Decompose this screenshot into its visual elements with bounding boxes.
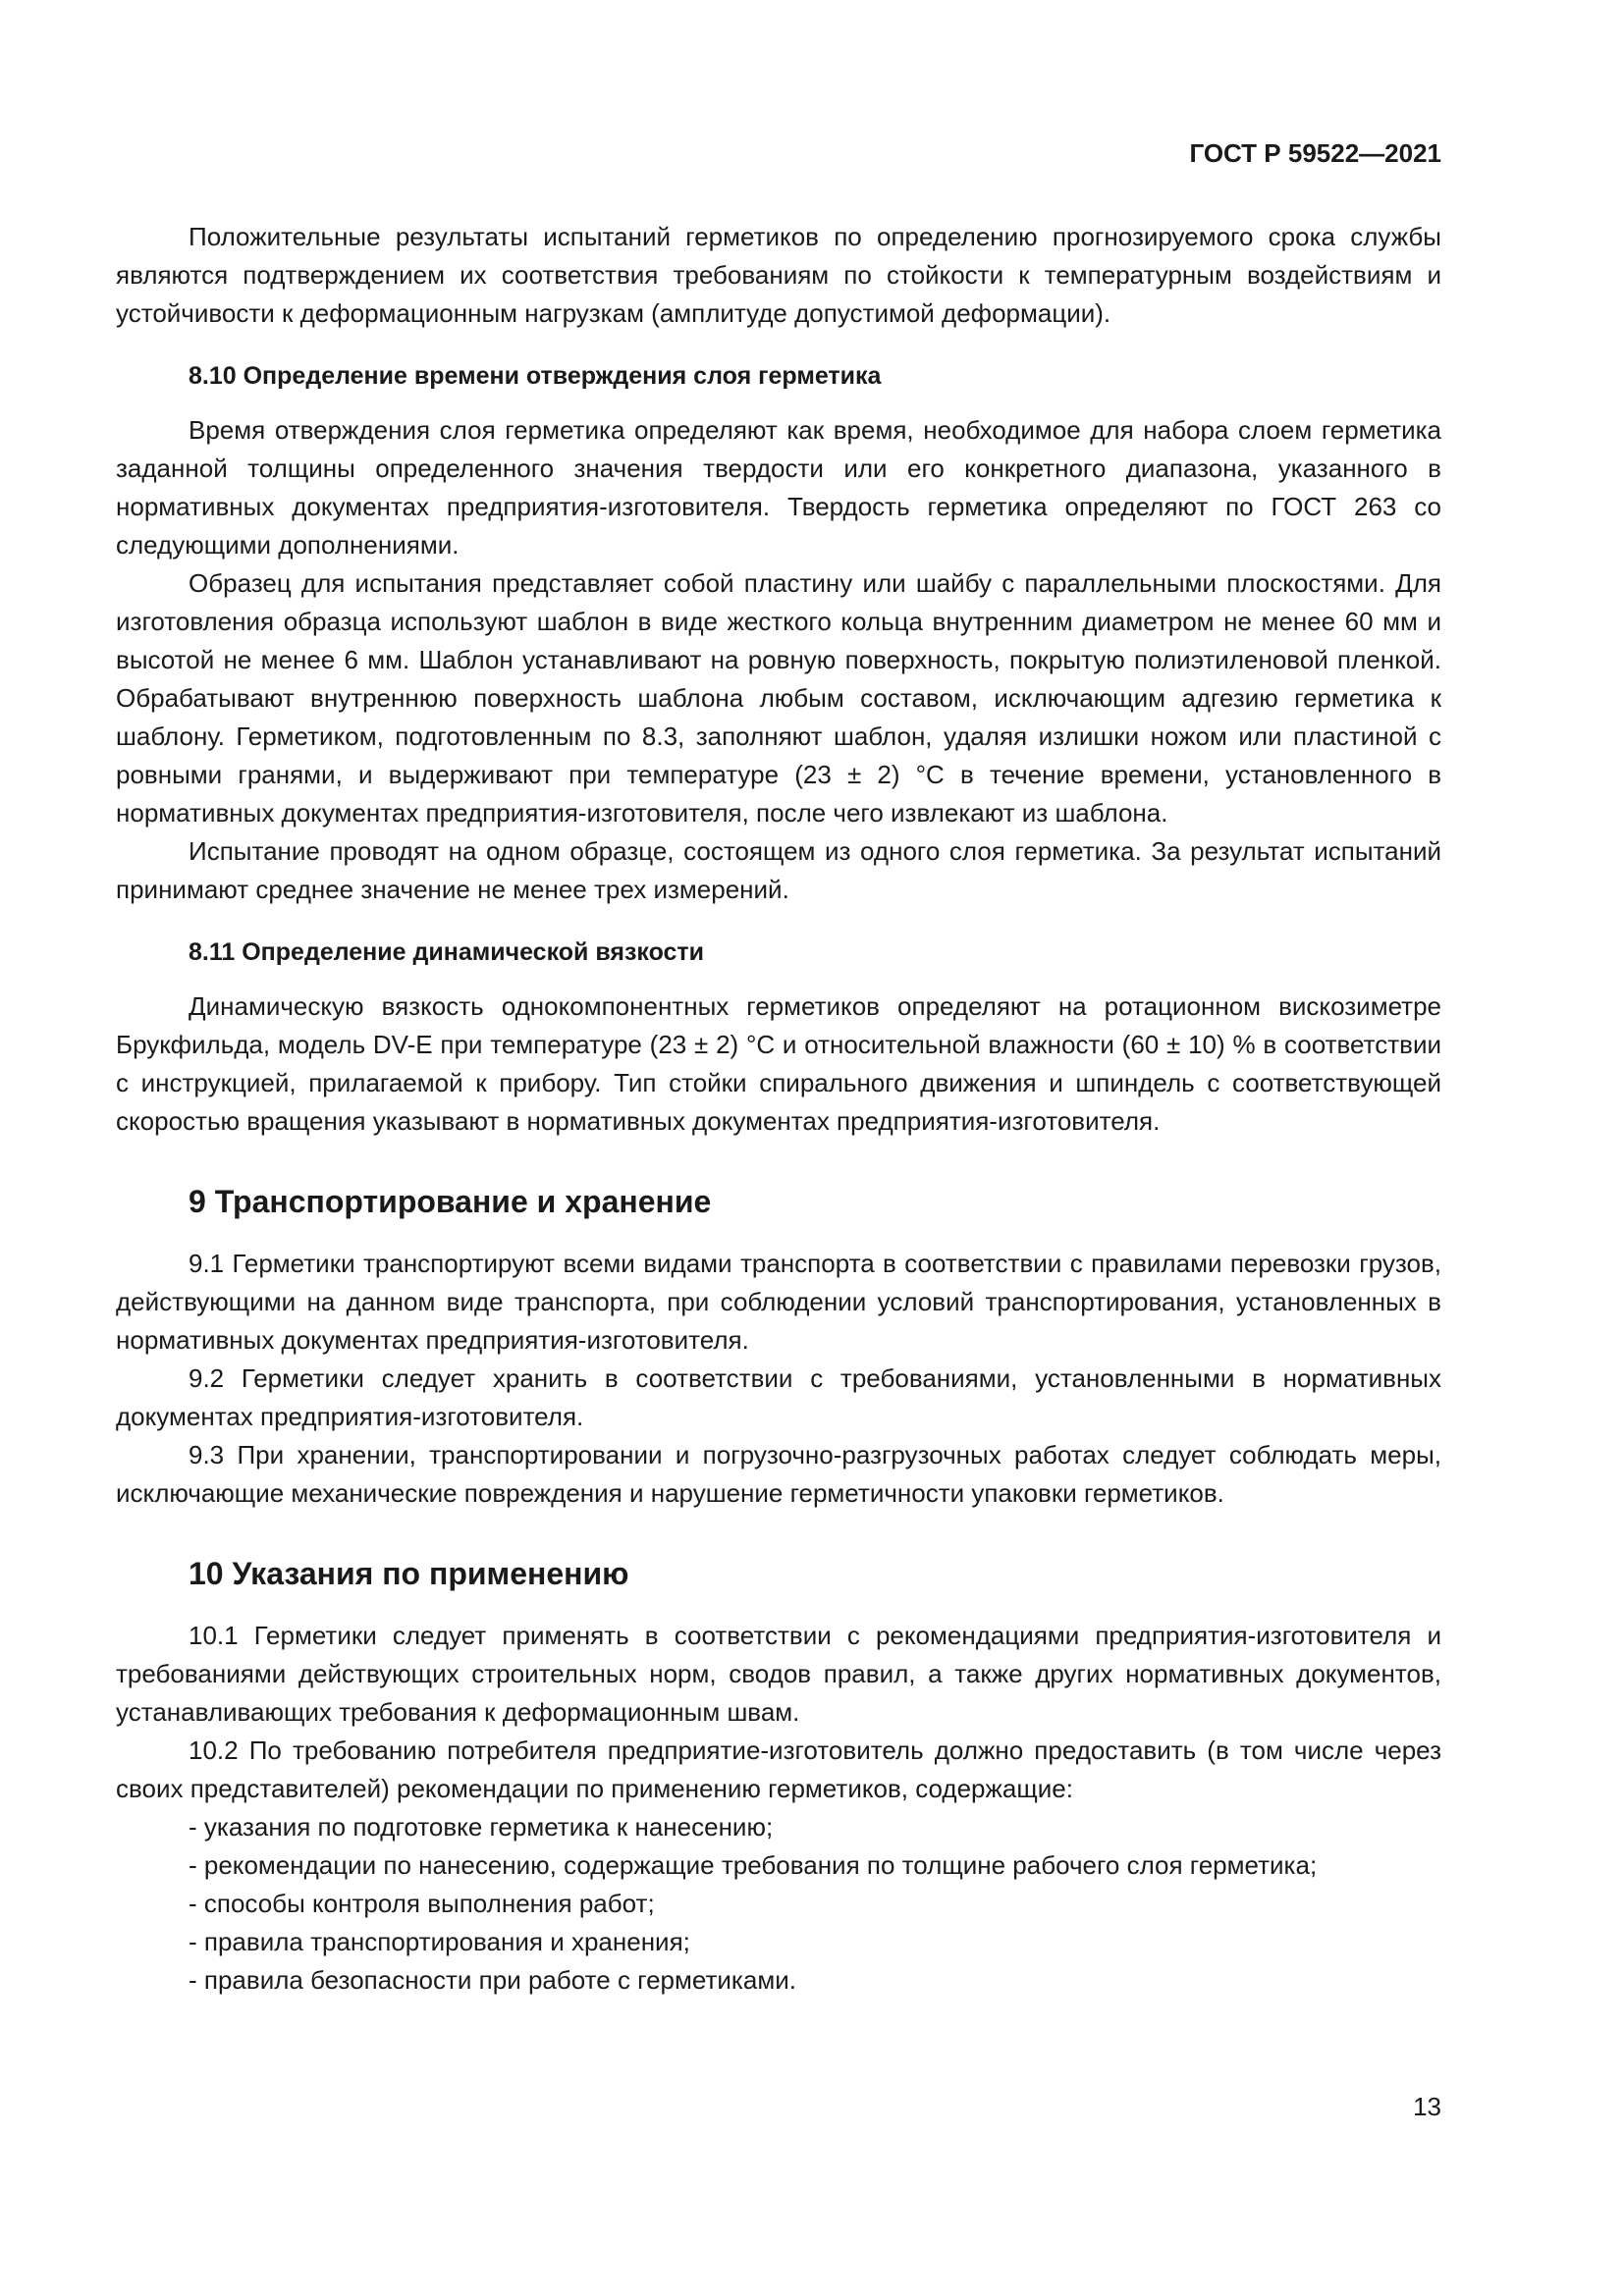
list-item: - указания по подготовке герметика к нанесению; — [189, 1812, 774, 1842]
section-8-10-paragraph-1: Время отверждения слоя герметика определяют как время, необходимое для набора слоем герметика заданной толщины определенного значения твердости или его конкретного диапазона, указанного в нормативных документах предприятия-изготовителя. Твердость герметика определяют по ГОСТ 263 со следующими дополнениями. — [116, 415, 1441, 560]
document-code: ГОСТ Р 59522—2021 — [1189, 138, 1441, 168]
section-9-paragraph-1: 9.1 Герметики транспортируют всеми видами транспорта в соответствии с правилами перевозки грузов, действующими на данном виде транспорта, при соблюдении условий транспортирования, установленных в нормативных документах предприятия-изготовителя. — [116, 1249, 1441, 1355]
page-number: 13 — [1413, 2092, 1441, 2121]
section-9-paragraph-2: 9.2 Герметики следует хранить в соответствии с требованиями, установленными в нормативных документах предприятия-изготовителя. — [116, 1363, 1441, 1431]
section-8-10-paragraph-3: Испытание проводят на одном образце, состоящем из одного слоя герметика. За результат испытаний принимают среднее значение не менее трех измерений. — [116, 836, 1441, 904]
list-item: - правила безопасности при работе с герметиками. — [189, 1965, 796, 1995]
list-item: - способы контроля выполнения работ; — [189, 1889, 655, 1918]
section-8-11-paragraph-1: Динамическую вязкость однокомпонентных герметиков определяют на ротационном вискозиметре Брукфильда, модель DV-E при температуре (23 ± 2) °С и относительной влажности (60 ± 10) % в соответствии с инструкцией, прилагаемой к прибору. Тип стойки спирального движения и шпиндель с соответствующей скоростью вращения указывают в нормативных документах предприятия-изготовителя. — [116, 991, 1441, 1136]
section-8-10-paragraph-2: Образец для испытания представляет собой пластину или шайбу с параллельными плоскостями. Для изготовления образца используют шаблон в виде жесткого кольца внутренним диаметром не менее 60 мм и высотой не менее 6 мм. Шаблон устанавливают на ровную поверхность, покрытую полиэтиленовой пленкой. Обрабатывают внутреннюю поверхность шаблона любым составом, исключающим адгезию герметика к шаблону. Герметиком, подготовленным по 8.3, заполняют шаблон, удаляя излишки ножом или пластиной с ровными гранями, и выдерживают при температуре (23 ± 2) °С в течение времени, установленного в нормативных документах предприятия-изготовителя, после чего извлекают из шаблона. — [116, 568, 1441, 828]
intro-paragraph: Положительные результаты испытаний герметиков по определению прогнозируемого срока службы являются подтверждением их соответствия требованиям по стойкости к температурным воздействиям и устойчивости к деформационным нагрузкам (амплитуде допустимой деформации). — [116, 222, 1441, 328]
section-10-heading: 10 Указания по применению — [189, 1556, 629, 1591]
list-item: - рекомендации по нанесению, содержащие требования по толщине рабочего слоя герметика; — [189, 1850, 1318, 1880]
section-8-11-heading: 8.11 Определение динамической вязкости — [189, 938, 705, 966]
section-10-paragraph-1: 10.1 Герметики следует применять в соответствии с рекомендациями предприятия-изготовителя и требованиями действующих строительных норм, сводов правил, а также других нормативных документов, устанавливающих требования к деформационным швам. — [116, 1621, 1441, 1727]
section-9-heading: 9 Транспортирование и хранение — [189, 1184, 712, 1219]
section-9-paragraph-3: 9.3 При хранении, транспортировании и погрузочно-разгрузочных работах следует соблюдать меры, исключающие механические повреждения и нарушение герметичности упаковки герметиков. — [116, 1440, 1441, 1508]
section-10-paragraph-2: 10.2 По требованию потребителя предприятие-изготовитель должно предоставить (в том числе через своих представителей) рекомендации по применению герметиков, содержащие: — [116, 1735, 1441, 1803]
document-page — [116, 137, 1441, 2121]
list-item: - правила транспортирования и хранения; — [189, 1927, 690, 1956]
section-8-10-heading: 8.10 Определение времени отверждения слоя герметика — [189, 362, 882, 390]
